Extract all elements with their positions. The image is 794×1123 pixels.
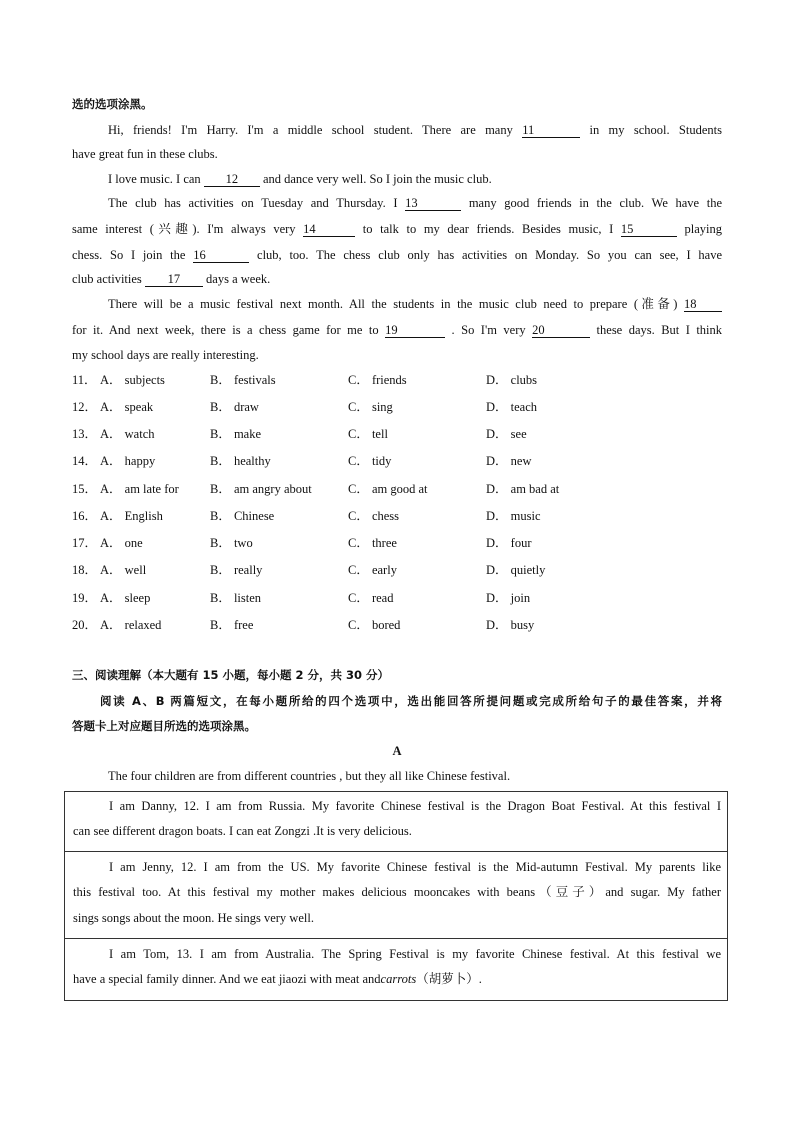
option-b: B． listen (210, 591, 262, 605)
blank-15: 15 (621, 222, 677, 237)
option-c: C． friends (348, 373, 407, 387)
table-row-danny: I am Danny, 12. I am from Russia. My favorite Chinese festival is the Dragon Boat Festival. At this festival I can see different dragon boats. I can eat Zongzi .It is very delicious. (73, 799, 721, 838)
question-number: 15． (72, 482, 98, 496)
option-d: D． four (486, 536, 532, 550)
question-number: 17． (72, 536, 98, 550)
question-number: 20． (72, 618, 98, 632)
passage-line-7: club activities 17 days a week. (72, 272, 271, 286)
passage-line-6: chess. So I join the 16 club, too. The chess club only has activities on Monday. So you can see, I have (72, 248, 723, 262)
option-b: B． two (210, 536, 253, 550)
option-b: B． festivals (210, 373, 276, 387)
passage-label: A (392, 744, 402, 758)
option-d: D． new (486, 454, 532, 468)
option-a: A． one (100, 536, 143, 550)
table-row-jenny: I am Jenny, 12. I am from the US. My favorite Chinese festival is the Mid-autumn Festival. My parents like this festival too. At this festival my mother makes delicious mooncakes with beans（豆子）and sugar. My father sings songs about the moon. He sings very well. (65, 851, 727, 938)
passage-intro: The four children are from different countries , but they all like Chinese festival. (108, 769, 511, 783)
passage-line-9: for it. And next week, there is a chess game for me to 19 . So I'm very 20 these days. But I think (72, 323, 723, 337)
passage-line-4: The club has activities on Tuesday and Thursday. I 13 many good friends in the club. We have the (108, 196, 723, 210)
option-b: B． really (210, 563, 263, 577)
blank-20: 20 (532, 323, 590, 338)
option-c: C． bored (348, 618, 401, 632)
option-c: C． read (348, 591, 394, 605)
option-d: D． quietly (486, 563, 546, 577)
option-b: B． am angry about (210, 482, 312, 496)
option-c: C． tidy (348, 454, 392, 468)
option-c: C． sing (348, 400, 393, 414)
question-number: 19． (72, 591, 98, 605)
option-a: A． relaxed (100, 618, 162, 632)
passage-line-1: Hi, friends! I'm Harry. I'm a middle school student. There are many 11 in my school. Students (108, 123, 722, 137)
option-c: C． am good at (348, 482, 428, 496)
option-c: C． tell (348, 427, 388, 441)
option-a: A． am late for (100, 482, 179, 496)
blank-17: 17 (145, 272, 203, 287)
option-b: B． healthy (210, 454, 271, 468)
section-heading: 三、阅读理解（本大题有 15 小题，每小题 2 分，共 30 分） (72, 668, 390, 682)
option-d: D． see (486, 427, 527, 441)
option-b: B． free (210, 618, 254, 632)
option-d: D． am bad at (486, 482, 560, 496)
section-instruction-1: 阅读 A、B 两篇短文，在每小题所给的四个选项中，选出能回答所提问题或完成所给句子的最佳答案，并将 (100, 694, 722, 708)
option-d: D． clubs (486, 373, 538, 387)
question-number: 18． (72, 563, 98, 577)
option-a: A． watch (100, 427, 155, 441)
option-a: A． speak (100, 400, 154, 414)
option-b: B． draw (210, 400, 259, 414)
blank-11: 11 (522, 123, 580, 138)
option-d: D． teach (486, 400, 538, 414)
header-tail: 选的选项涂黑。 (72, 97, 153, 111)
passage-line-3: I love music. I can 12 and dance very well. So I join the music club. (108, 172, 492, 186)
passage-line-2: have great fun in these clubs. (72, 147, 218, 161)
question-number: 12． (72, 400, 98, 414)
blank-19: 19 (385, 323, 445, 338)
option-a: A． well (100, 563, 147, 577)
section-instruction-2: 答题卡上对应题目所选的选项涂黑。 (72, 719, 256, 733)
option-b: B． Chinese (210, 509, 275, 523)
question-number: 13． (72, 427, 98, 441)
option-d: D． music (486, 509, 541, 523)
option-a: A． subjects (100, 373, 165, 387)
option-d: D． busy (486, 618, 535, 632)
blank-16: 16 (193, 248, 249, 263)
option-c: C． three (348, 536, 397, 550)
table-row-tom: I am Tom, 13. I am from Australia. The Spring Festival is my favorite Chinese festival. At this festival we have a special family dinner. And we eat jiaozi with meat andcarrots（胡萝卜）. (65, 938, 727, 1001)
blank-13: 13 (405, 196, 461, 211)
question-number: 14． (72, 454, 98, 468)
option-c: C． early (348, 563, 397, 577)
passage-line-5: same interest (兴趣). I'm always very 14 to talk to my dear friends. Besides music, I 15 playing (72, 222, 723, 236)
question-number: 16． (72, 509, 98, 523)
option-c: C． chess (348, 509, 400, 523)
passage-line-10: my school days are really interesting. (72, 348, 259, 362)
blank-14: 14 (303, 222, 355, 237)
children-table (64, 791, 728, 1001)
option-a: A． sleep (100, 591, 151, 605)
passage-line-8: There will be a music festival next month. All the students in the music club need to prepare (准备) 18 (108, 296, 722, 312)
option-a: A． happy (100, 454, 156, 468)
question-number: 11． (72, 373, 97, 387)
option-d: D． join (486, 591, 531, 605)
option-b: B． make (210, 427, 262, 441)
option-a: A． English (100, 509, 163, 523)
blank-12: 12 (204, 172, 260, 187)
blank-18: 18 (684, 297, 722, 312)
